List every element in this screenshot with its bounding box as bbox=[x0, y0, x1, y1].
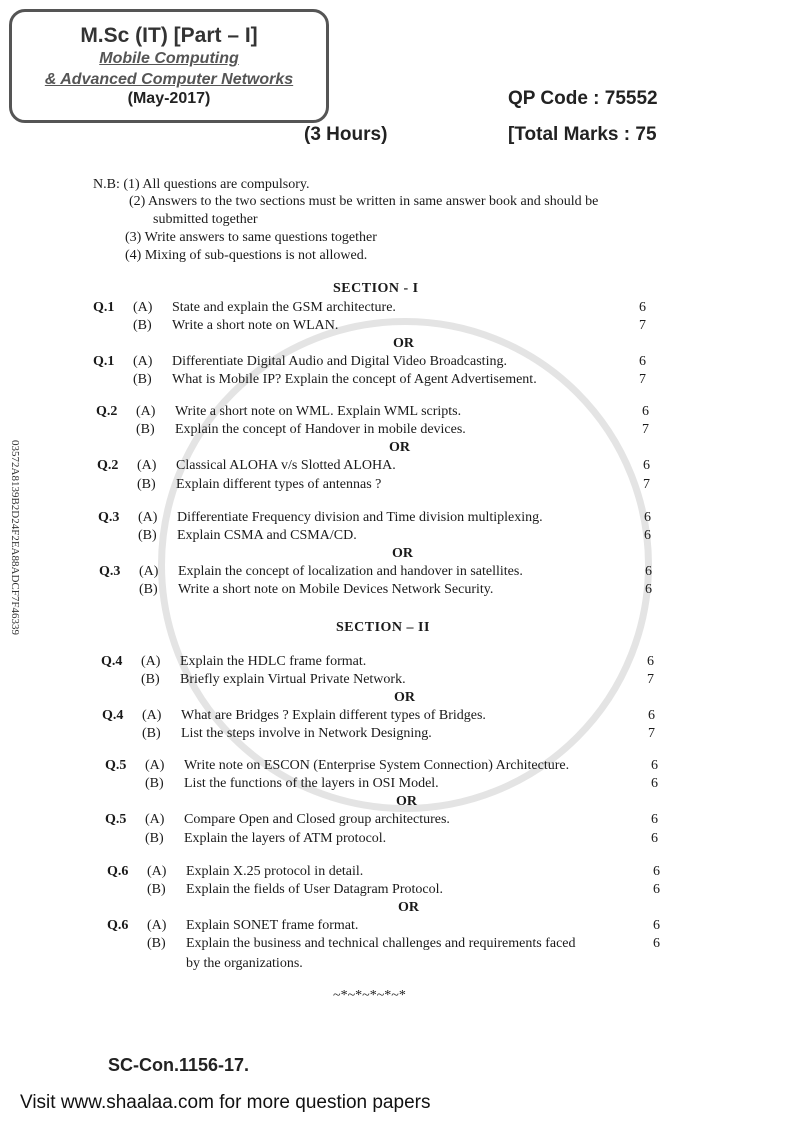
question-marks: 6 bbox=[639, 300, 646, 315]
question-number: Q.3 bbox=[99, 564, 121, 579]
question-part: (A) bbox=[137, 458, 157, 473]
question-number: Q.5 bbox=[105, 758, 127, 773]
question-marks: 7 bbox=[647, 672, 654, 687]
question-number: Q.3 bbox=[98, 510, 120, 525]
question-number: Q.2 bbox=[97, 458, 119, 473]
question-part: (A) bbox=[147, 864, 167, 879]
question-text: List the steps involve in Network Designing. bbox=[181, 726, 432, 741]
question-part: (B) bbox=[133, 372, 152, 387]
question-text: Explain CSMA and CSMA/CD. bbox=[177, 528, 357, 543]
duration: (3 Hours) bbox=[304, 124, 388, 145]
question-number: Q.1 bbox=[93, 300, 115, 315]
note-1: N.B: (1) All questions are compulsory. bbox=[93, 177, 310, 192]
question-marks: 6 bbox=[653, 864, 660, 879]
question-marks: 6 bbox=[644, 528, 651, 543]
question-number: Q.5 bbox=[105, 812, 127, 827]
question-text: Explain different types of antennas ? bbox=[176, 477, 382, 492]
question-text: Explain the fields of User Datagram Protocol. bbox=[186, 882, 443, 897]
note-4: (4) Mixing of sub-questions is not allowed. bbox=[125, 248, 368, 263]
question-marks: 6 bbox=[653, 936, 660, 951]
question-text: Write a short note on WLAN. bbox=[172, 318, 339, 333]
question-number: Q.1 bbox=[93, 354, 115, 369]
paper-reference: SC-Con.1156-17. bbox=[108, 1055, 250, 1075]
exam-session: (May-2017) bbox=[127, 90, 211, 107]
question-number: Q.6 bbox=[107, 918, 129, 933]
question-marks: 6 bbox=[653, 882, 660, 897]
question-part: (B) bbox=[137, 477, 156, 492]
question-marks: 7 bbox=[648, 726, 655, 741]
question-text: Explain X.25 protocol in detail. bbox=[186, 864, 364, 879]
question-part: (A) bbox=[136, 404, 156, 419]
question-part: (A) bbox=[133, 354, 153, 369]
question-text: What is Mobile IP? Explain the concept of Agent Advertisement. bbox=[172, 372, 537, 387]
or-separator: OR bbox=[398, 900, 419, 915]
question-marks: 6 bbox=[648, 708, 655, 723]
question-part: (A) bbox=[139, 564, 159, 579]
question-marks: 7 bbox=[639, 372, 646, 387]
question-number: Q.6 bbox=[107, 864, 129, 879]
question-part: (A) bbox=[142, 708, 162, 723]
subject-line-2: & Advanced Computer Networks bbox=[44, 71, 294, 88]
section-heading: SECTION - I bbox=[333, 281, 419, 296]
question-part: (B) bbox=[147, 936, 166, 951]
question-marks: 7 bbox=[639, 318, 646, 333]
or-separator: OR bbox=[394, 690, 415, 705]
question-text: Differentiate Frequency division and Time division multiplexing. bbox=[177, 510, 543, 525]
question-part: (B) bbox=[133, 318, 152, 333]
question-text: Explain the HDLC frame format. bbox=[180, 654, 367, 669]
question-marks: 6 bbox=[639, 354, 646, 369]
or-separator: OR bbox=[392, 546, 413, 561]
question-text: State and explain the GSM architecture. bbox=[172, 300, 396, 315]
question-marks: 6 bbox=[647, 654, 654, 669]
course-header-box bbox=[9, 9, 329, 123]
question-text: Differentiate Digital Audio and Digital Video Broadcasting. bbox=[172, 354, 507, 369]
question-part: (A) bbox=[138, 510, 158, 525]
question-text: Explain the layers of ATM protocol. bbox=[184, 831, 387, 846]
question-text: Explain SONET frame format. bbox=[186, 918, 359, 933]
question-part: (A) bbox=[141, 654, 161, 669]
question-text: Explain the business and technical challenges and requirements faced bbox=[186, 936, 576, 951]
question-part: (B) bbox=[136, 422, 155, 437]
course-title: M.Sc (IT) [Part – I] bbox=[80, 24, 258, 47]
question-part: (B) bbox=[141, 672, 160, 687]
question-number: Q.4 bbox=[102, 708, 124, 723]
question-marks: 6 bbox=[644, 510, 651, 525]
question-marks: 6 bbox=[651, 758, 658, 773]
question-text: What are Bridges ? Explain different types of Bridges. bbox=[181, 708, 486, 723]
question-marks: 6 bbox=[643, 458, 650, 473]
question-part: (B) bbox=[138, 528, 157, 543]
section-heading: SECTION – II bbox=[336, 620, 430, 635]
question-text: Write a short note on Mobile Devices Network Security. bbox=[178, 582, 494, 597]
subject-line-1: Mobile Computing bbox=[99, 50, 239, 67]
or-separator: OR bbox=[389, 440, 410, 455]
question-marks: 6 bbox=[645, 564, 652, 579]
or-separator: OR bbox=[396, 794, 417, 809]
footer-link-text: Visit www.shaalaa.com for more question papers bbox=[20, 1092, 431, 1113]
question-part: (B) bbox=[142, 726, 161, 741]
total-marks: [Total Marks : 75 bbox=[508, 124, 657, 145]
question-text: Write note on ESCON (Enterprise System Connection) Architecture. bbox=[184, 758, 570, 773]
question-part: (B) bbox=[147, 882, 166, 897]
question-part: (A) bbox=[133, 300, 153, 315]
question-marks: 6 bbox=[651, 831, 658, 846]
note-2-cont: submitted together bbox=[153, 212, 258, 227]
question-marks: 6 bbox=[642, 404, 649, 419]
question-part: (B) bbox=[139, 582, 158, 597]
side-code: 03572A8139B2D24F2EA88ADCF7F46339 bbox=[9, 440, 21, 635]
question-part: (B) bbox=[145, 831, 164, 846]
note-3: (3) Write answers to same questions together bbox=[125, 230, 377, 245]
or-separator: OR bbox=[393, 336, 414, 351]
question-part: (A) bbox=[145, 812, 165, 827]
question-part: (B) bbox=[145, 776, 164, 791]
end-mark: ~*~*~*~*~* bbox=[333, 988, 406, 1003]
question-marks: 6 bbox=[651, 776, 658, 791]
question-text: Compare Open and Closed group architectures. bbox=[184, 812, 450, 827]
note-2: (2) Answers to the two sections must be written in same answer book and should be bbox=[129, 194, 599, 209]
question-text: Write a short note on WML. Explain WML scripts. bbox=[175, 404, 462, 419]
question-text: List the functions of the layers in OSI Model. bbox=[184, 776, 439, 791]
question-text: Briefly explain Virtual Private Network. bbox=[180, 672, 406, 687]
question-part: (A) bbox=[145, 758, 165, 773]
question-marks: 6 bbox=[653, 918, 660, 933]
question-text: Explain the concept of Handover in mobile devices. bbox=[175, 422, 466, 437]
question-text: by the organizations. bbox=[186, 956, 303, 971]
question-marks: 7 bbox=[643, 477, 650, 492]
question-number: Q.4 bbox=[101, 654, 123, 669]
question-text: Classical ALOHA v/s Slotted ALOHA. bbox=[176, 458, 396, 473]
question-marks: 7 bbox=[642, 422, 649, 437]
qp-code: QP Code : 75552 bbox=[508, 88, 658, 109]
question-marks: 6 bbox=[645, 582, 652, 597]
question-text: Explain the concept of localization and handover in satellites. bbox=[178, 564, 523, 579]
question-marks: 6 bbox=[651, 812, 658, 827]
question-number: Q.2 bbox=[96, 404, 118, 419]
question-part: (A) bbox=[147, 918, 167, 933]
